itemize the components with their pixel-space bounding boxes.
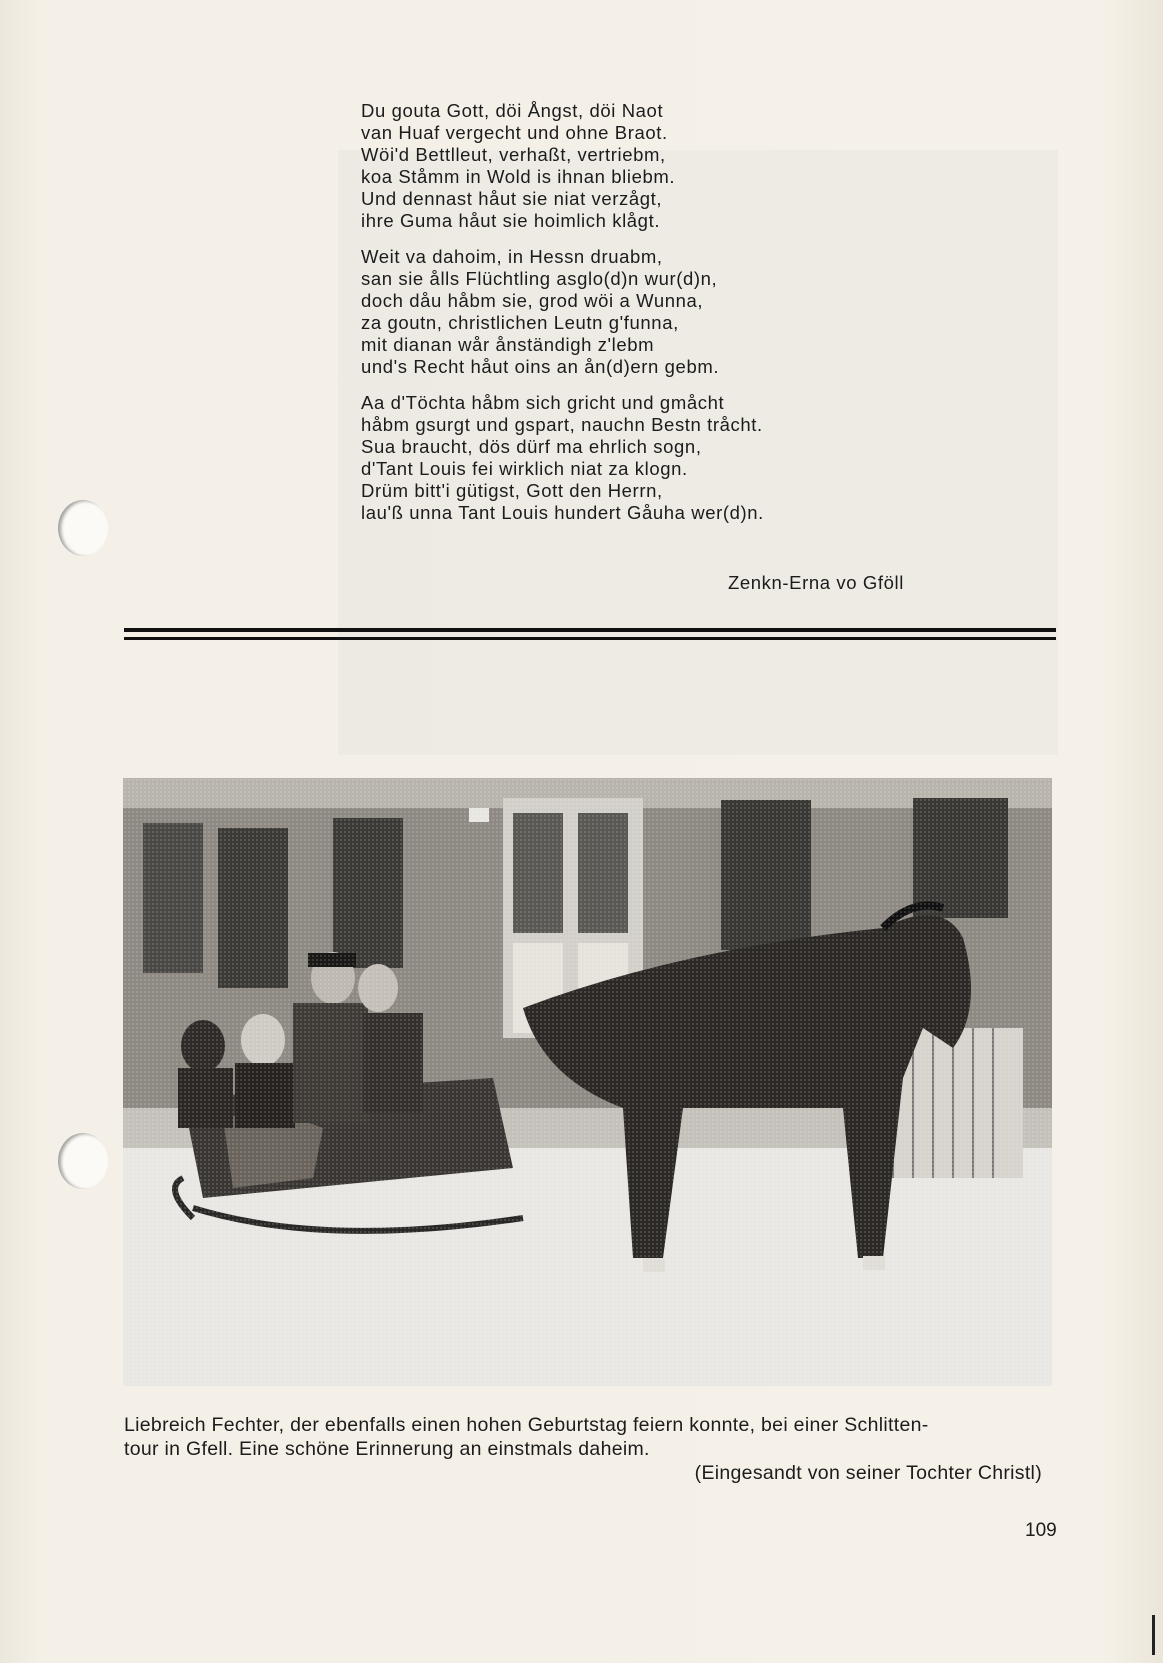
poem-stanza xyxy=(361,246,921,378)
divider-rule xyxy=(124,628,1056,632)
poem-line: håbm gsurgt und gspart, nauchn Bestn tråcht. xyxy=(361,414,763,435)
poem-line: san sie ålls Flüchtling asglo(d)n wur(d)n, xyxy=(361,268,718,289)
poem-line: Du gouta Gott, döi Ångst, döi Naot xyxy=(361,100,664,121)
poem-line: Sua braucht, dös dürf ma ehrlich sogn, xyxy=(361,436,702,457)
caption-line: Liebreich Fechter, der ebenfalls einen hohen Geburtstag feiern konnte, bei einer Schlitten- xyxy=(124,1414,929,1436)
photo-illustration xyxy=(123,778,1052,1386)
poem-line: d'Tant Louis fei wirklich niat za klogn. xyxy=(361,458,688,479)
divider-rule xyxy=(124,637,1056,640)
poem-line: Wöi'd Bettlleut, verhaßt, vertriebm, xyxy=(361,144,666,165)
page-edge-mark xyxy=(1152,1615,1155,1655)
poem-stanza xyxy=(361,100,921,232)
punch-hole xyxy=(58,500,108,556)
poem-author: Zenkn-Erna vo Gföll xyxy=(728,572,904,593)
poem-line: mit dianan wår ånständigh z'lebm xyxy=(361,334,655,355)
photo-credit: (Eingesandt von seiner Tochter Christl) xyxy=(694,1462,1042,1484)
poem-line: za goutn, christlichen Leutn g'funna, xyxy=(361,312,679,333)
poem-line: Weit va dahoim, in Hessn druabm, xyxy=(361,246,663,267)
caption-line: tour in Gfell. Eine schöne Erinnerung an einstmals daheim. xyxy=(124,1438,650,1460)
poem-line: Aa d'Töchta håbm sich gricht und gmåcht xyxy=(361,392,725,413)
punch-hole xyxy=(58,1133,108,1189)
photo-caption xyxy=(124,1413,1059,1461)
poem-line: Und dennast håut sie niat verzågt, xyxy=(361,188,663,209)
poem-line: koa Ståmm in Wold is ihnan bliebm. xyxy=(361,166,676,187)
poem-stanza xyxy=(361,392,921,524)
poem-line: doch dåu håbm sie, grod wöi a Wunna, xyxy=(361,290,704,311)
poem xyxy=(361,100,921,538)
poem-line: lau'ß unna Tant Louis hundert Gåuha wer(d)n. xyxy=(361,502,764,523)
poem-line: ihre Guma håut sie hoimlich klågt. xyxy=(361,210,661,231)
poem-line: van Huaf vergecht und ohne Braot. xyxy=(361,122,668,143)
photo-sleigh-horse xyxy=(123,778,1052,1386)
poem-line: und's Recht håut oins an ån(d)ern gebm. xyxy=(361,356,720,377)
poem-line: Drüm bitt'i gütigst, Gott den Herrn, xyxy=(361,480,663,501)
page-number: 109 xyxy=(1025,1520,1057,1541)
